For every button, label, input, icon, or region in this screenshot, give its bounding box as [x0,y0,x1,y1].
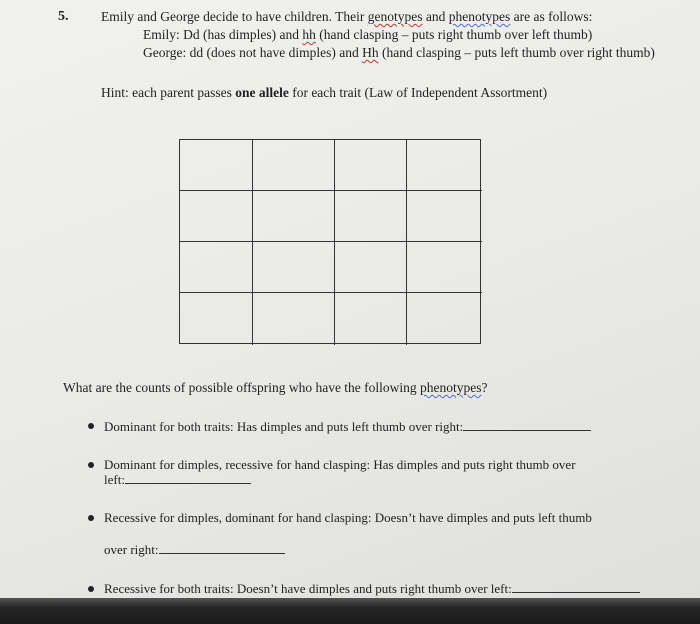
bullet-item-3-line2: over right: [104,542,159,557]
hint-text-a: Hint: each parent passes [101,85,236,100]
punnett-cell [253,191,335,242]
emily-text-a: Emily: Dd (has dimples) and [143,27,303,42]
punnett-cell [407,140,482,191]
bullet-item-4 [104,580,640,597]
hint-line [101,85,547,101]
punnett-cell [335,293,407,345]
bullet-dot [88,586,94,592]
punnett-cell [335,191,407,242]
punnett-cell [180,140,253,191]
punnett-cell [335,140,407,191]
punnett-cell [180,293,253,345]
emily-allele: hh [302,27,316,42]
answer-blank-3[interactable] [159,541,285,554]
answer-blank-4[interactable] [512,580,640,593]
bullet-item-2-second-line [104,471,251,488]
intro-and: and [422,9,449,24]
photo-bottom-edge [0,598,700,624]
punnett-cell [180,191,253,242]
phenotype-question-word: phenotypes [420,380,482,395]
punnett-cell [180,242,253,293]
george-text-b: (hand clasping – puts left thumb over right thumb) [378,45,655,60]
bullet-item-3 [104,510,592,526]
answer-blank-2[interactable] [125,471,251,484]
punnett-cell [253,140,335,191]
bullet-item-4-text: Recessive for both traits: Doesn’t have dimples and puts right thumb over left: [104,581,512,596]
question-intro [101,9,592,25]
bullet-dot [88,515,94,521]
phenotype-question-suffix: ? [481,380,488,395]
intro-text: Emily and George decide to have children. Their [101,9,368,24]
question-number: 5. [58,9,69,24]
bullet-item-3-second-line [104,541,285,558]
george-allele: Hh [362,45,379,60]
george-text-a: George: dd (does not have dimples) and [143,45,363,60]
answer-blank-1[interactable] [463,418,591,431]
bullet-dot [88,423,94,429]
intro-genotypes-word: genotypes [367,9,423,24]
bullet-item-3-line1: Recessive for dimples, dominant for hand clasping: Doesn’t have dimples and puts left thumb [104,510,592,525]
george-line [143,45,655,61]
emily-text-b: (hand clasping – puts right thumb over left thumb) [315,27,593,42]
punnett-square [179,139,481,344]
hint-bold: one allele [235,85,289,100]
bullet-item-2-line1: Dominant for dimples, recessive for hand clasping: Has dimples and puts right thumb over [104,457,576,472]
emily-line [143,27,592,43]
punnett-cell [253,293,335,345]
bullet-item-1 [104,418,591,435]
bullet-item-2-line2: left: [104,472,125,487]
punnett-cell [335,242,407,293]
punnett-cell [253,242,335,293]
phenotype-question [63,380,488,396]
intro-phenotypes-word: phenotypes [448,9,511,24]
hint-text-b: for each trait (Law of Independent Assortment) [288,85,548,100]
phenotype-question-prefix: What are the counts of possible offspring who have the following [63,380,421,395]
punnett-cell [407,293,482,345]
bullet-item-1-text: Dominant for both traits: Has dimples and puts left thumb over right: [104,419,464,434]
punnett-cell [407,242,482,293]
punnett-cell [407,191,482,242]
bullet-dot [88,462,94,468]
intro-end: are as follows: [510,9,593,24]
